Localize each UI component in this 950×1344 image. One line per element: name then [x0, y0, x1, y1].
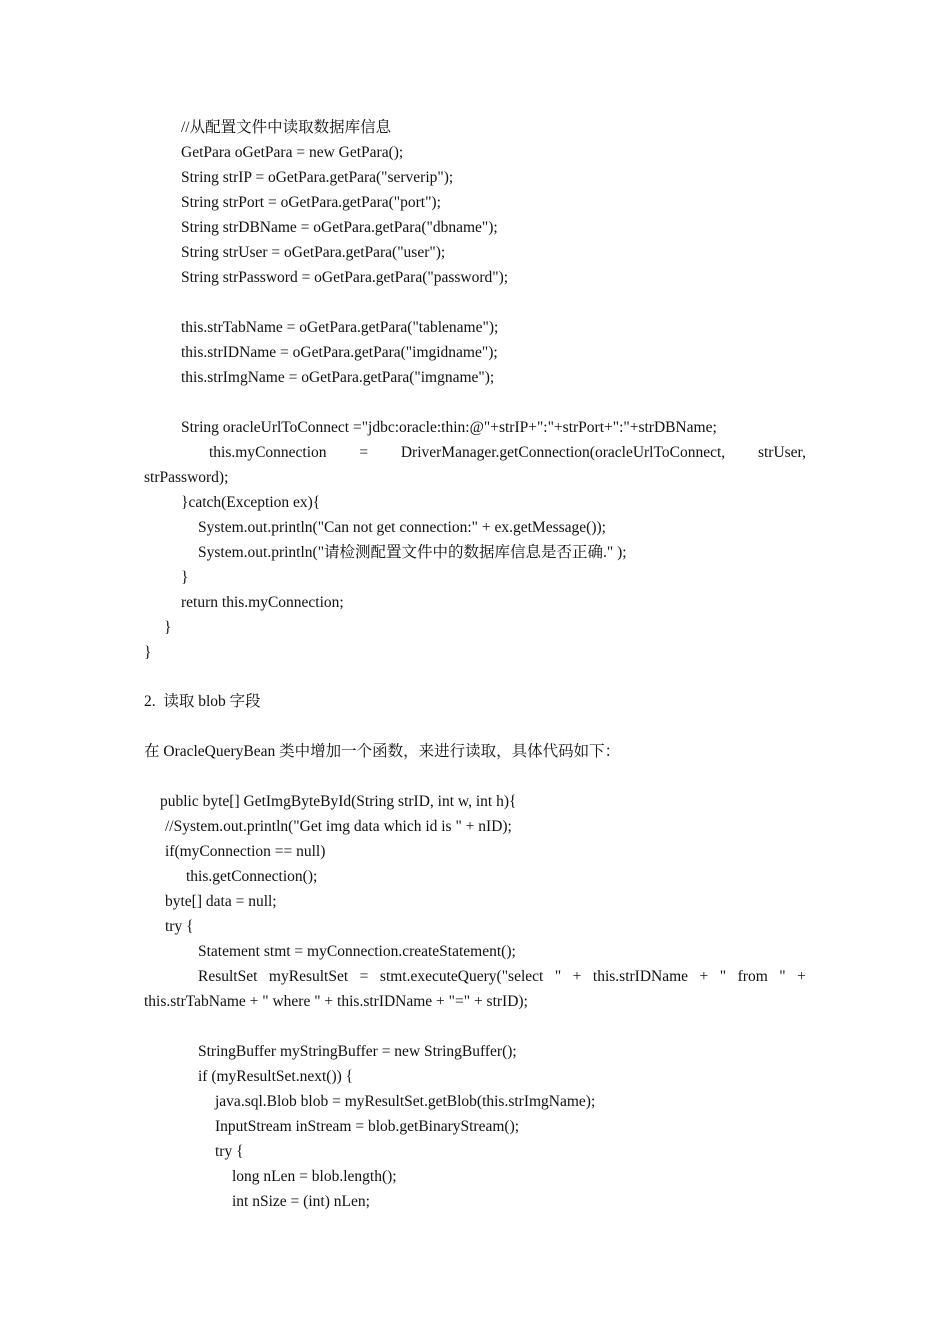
code-line: //从配置文件中读取数据库信息: [181, 119, 392, 136]
code-line: String strPort = oGetPara.getPara("port");: [181, 194, 441, 211]
code-line: StringBuffer myStringBuffer = new StringBuffer();: [198, 1043, 517, 1060]
code-line: System.out.println("Can not get connection:" + ex.getMessage());: [198, 519, 606, 536]
code-token: from: [737, 968, 768, 985]
code-token: this.myConnection: [209, 444, 327, 461]
code-line: }catch(Exception ex){: [181, 494, 321, 511]
code-line: this.strImgName = oGetPara.getPara("imgname");: [181, 369, 495, 386]
code-line: java.sql.Blob blob = myResultSet.getBlob(this.strImgName);: [215, 1093, 596, 1110]
code-line: long nLen = blob.length();: [232, 1168, 397, 1185]
code-token: strUser,: [757, 444, 806, 461]
code-line: public byte[] GetImgByteById(String strID, int w, int h){: [160, 793, 517, 810]
code-token: DriverManager.getConnection(oracleUrlToConnect,: [400, 444, 726, 461]
code-line: return this.myConnection;: [181, 594, 344, 611]
code-token: ": [779, 968, 786, 985]
code-line: Statement stmt = myConnection.createStatement();: [198, 943, 516, 960]
code-token: this.strIDName: [592, 968, 689, 985]
code-line: try {: [165, 918, 194, 935]
code-line: if (myResultSet.next()) {: [198, 1068, 354, 1085]
code-token: ResultSet: [198, 968, 258, 985]
code-line: String strIP = oGetPara.getPara("serverip");: [181, 169, 454, 186]
code-token: stmt.executeQuery("select: [379, 968, 544, 985]
code-line: System.out.println("请检测配置文件中的数据库信息是否正确." );: [198, 544, 627, 561]
code-line: }: [164, 619, 172, 636]
code-line: try {: [215, 1143, 244, 1160]
code-token: myResultSet: [268, 968, 349, 985]
code-line: this.getConnection();: [186, 868, 318, 885]
code-token: +: [699, 968, 709, 985]
code-line: String strPassword = oGetPara.getPara("password");: [181, 269, 509, 286]
code-line: this.strIDName = oGetPara.getPara("imgidname");: [181, 344, 498, 361]
code-line: }: [181, 569, 189, 586]
code-line: }: [144, 644, 152, 661]
code-token: ": [554, 968, 562, 985]
code-line: GetPara oGetPara = new GetPara();: [181, 144, 404, 161]
code-line-continuation: strPassword);: [144, 469, 229, 486]
code-line: int nSize = (int) nLen;: [232, 1193, 370, 1210]
paragraph: 在 OracleQueryBean 类中增加一个函数，来进行读取，具体代码如下：: [144, 743, 621, 760]
code-token: ": [719, 968, 727, 985]
code-line: byte[] data = null;: [165, 893, 277, 910]
code-line: //System.out.println("Get img data which id is " + nID);: [165, 818, 512, 835]
code-line-justified: [198, 967, 806, 987]
code-line: InputStream inStream = blob.getBinaryStream();: [215, 1118, 520, 1135]
code-line: this.strTabName = oGetPara.getPara("tablename");: [181, 319, 499, 336]
code-line: if(myConnection == null): [165, 843, 326, 860]
code-token: =: [359, 968, 369, 985]
code-line-continuation: this.strTabName + " where " + this.strIDName + "=" + strID);: [144, 993, 528, 1010]
code-line: String strDBName = oGetPara.getPara("dbname");: [181, 219, 498, 236]
code-token: =: [359, 444, 369, 461]
code-line: String strUser = oGetPara.getPara("user");: [181, 244, 446, 261]
code-line: String oracleUrlToConnect ="jdbc:oracle:thin:@"+strIP+":"+strPort+":"+strDBName;: [181, 419, 717, 436]
code-line-justified: [209, 443, 806, 463]
section-heading: 2. 读取 blob 字段: [144, 693, 261, 710]
code-token: +: [572, 968, 582, 985]
code-token: +: [797, 968, 806, 985]
